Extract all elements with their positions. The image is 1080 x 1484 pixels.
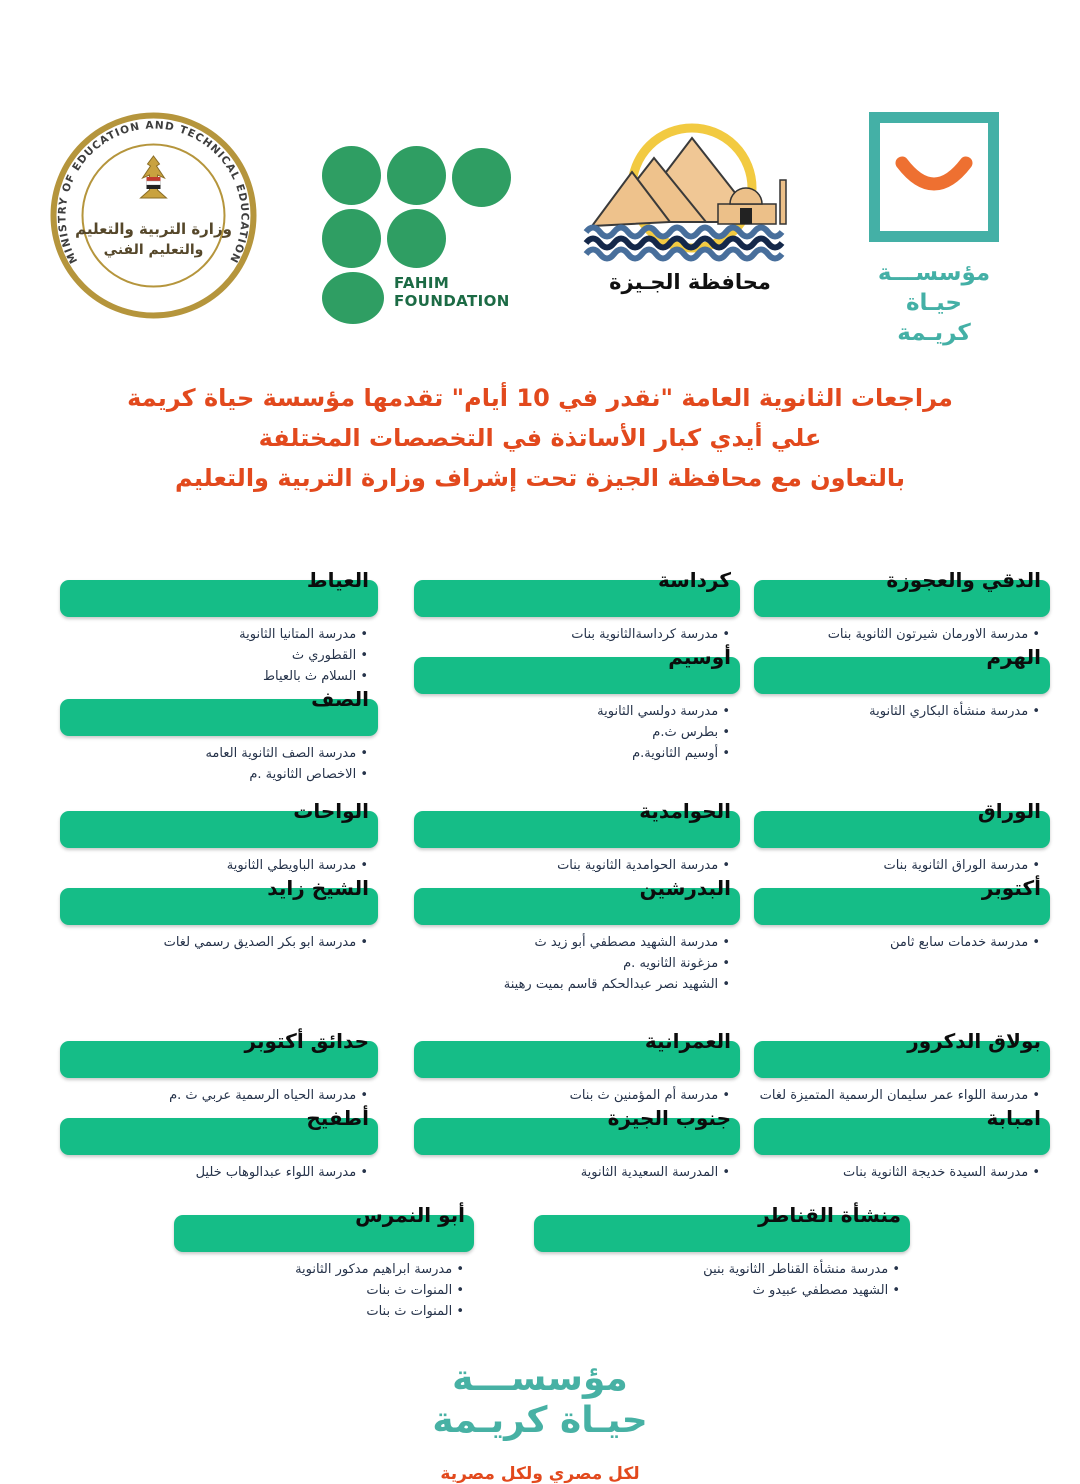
district-name: الوراق bbox=[977, 799, 1041, 823]
title-line1: مراجعات الثانوية العامة "نقدر في 10 أيام" تقدمها مؤسسة حياة كريمة bbox=[127, 384, 953, 412]
school-item: • مزغونة الثانويه .م bbox=[414, 953, 730, 974]
school-item: • مدرسة المتانيا الثانوية bbox=[60, 624, 368, 645]
seal-ring-text: MINISTRY OF EDUCATION AND TECHNICAL EDUCATION bbox=[56, 119, 251, 266]
school-item: • مدرسة الحياه الرسمية عربي ث .م bbox=[60, 1085, 368, 1106]
seal-arabic-line2: والتعليم الفني bbox=[103, 242, 204, 258]
fahim-foundation-logo bbox=[322, 146, 514, 324]
district-header-bar bbox=[174, 1203, 474, 1252]
district-south-giza bbox=[414, 1106, 740, 1183]
district-ausim bbox=[414, 645, 740, 764]
band4-col-right bbox=[534, 1203, 910, 1301]
school-list bbox=[414, 1085, 730, 1106]
district-name: منشأة القناطر bbox=[758, 1203, 901, 1227]
hayah-line1: مؤسســـة bbox=[877, 260, 991, 286]
district-saff bbox=[60, 687, 378, 785]
band3-col-left bbox=[60, 1029, 378, 1183]
district-october bbox=[754, 876, 1050, 953]
school-item: • مدرسة الباويطي الثانوية bbox=[60, 855, 368, 876]
district-name: العمرانية bbox=[644, 1029, 731, 1053]
school-item: • السلام ث بالعياط bbox=[60, 666, 368, 687]
band-3 bbox=[34, 1029, 1050, 1183]
hayah-line2: حيـاة كريـمة bbox=[897, 290, 971, 346]
districts-grid bbox=[0, 568, 1080, 1322]
school-item: • مدرسة الحوامدية الثانوية بنات bbox=[414, 855, 730, 876]
district-imbaba bbox=[754, 1106, 1050, 1183]
school-list bbox=[754, 1162, 1040, 1183]
footer-logo-line2: حيـاة كريـمة bbox=[432, 1400, 648, 1441]
district-wahat bbox=[60, 799, 378, 876]
district-name: أبو النمرس bbox=[355, 1203, 465, 1227]
district-header-bar bbox=[414, 876, 740, 925]
district-name: بولاق الدكرور bbox=[907, 1029, 1041, 1053]
district-header-bar bbox=[414, 645, 740, 694]
school-item: • المنوات ث بنات bbox=[174, 1280, 464, 1301]
title-line2: علي أيدي كبار الأساتذة في التخصصات المختلفة bbox=[258, 424, 822, 452]
seal-arabic-line1: وزارة التربية والتعليم bbox=[75, 220, 232, 238]
school-item: • الاخصاص الثانوية .م bbox=[60, 764, 368, 785]
school-item: • مدرسة كرداسةالثانوية بنات bbox=[414, 624, 730, 645]
district-name: أوسيم bbox=[668, 645, 731, 669]
district-name: العياط bbox=[306, 568, 369, 592]
district-boulaq-dakrour bbox=[754, 1029, 1050, 1106]
band-2 bbox=[34, 799, 1050, 995]
school-item: • مدرسة الشهيد مصطفي أبو زيد ث bbox=[414, 932, 730, 953]
fahim-circle-icon bbox=[452, 148, 511, 207]
district-hawamdeya bbox=[414, 799, 740, 876]
fahim-circle-icon bbox=[387, 146, 446, 205]
district-header-bar bbox=[754, 645, 1050, 694]
hayah-karima-footer-wordmark bbox=[0, 1358, 1080, 1442]
district-name: الصف bbox=[311, 687, 369, 711]
district-header-bar bbox=[60, 568, 378, 617]
school-list bbox=[60, 855, 368, 876]
fahim-circle-icon bbox=[322, 209, 381, 268]
district-header-bar bbox=[60, 799, 378, 848]
school-item: • مدرسة الاورمان شيرتون الثانوية بنات bbox=[754, 624, 1040, 645]
district-name: البدرشين bbox=[639, 876, 731, 900]
school-item: • مدرسة الصف الثانوية العامه bbox=[60, 743, 368, 764]
district-name: الحوامدية bbox=[639, 799, 731, 823]
district-kerdasa bbox=[414, 568, 740, 645]
hayah-karima-logo bbox=[866, 112, 1002, 348]
title-line3: بالتعاون مع محافظة الجيزة تحت إشراف وزارة التربية والتعليم bbox=[175, 464, 905, 492]
district-header-bar bbox=[414, 1106, 740, 1155]
school-item: • مدرسة اللواء عبدالوهاب خليل bbox=[60, 1162, 368, 1183]
district-header-bar bbox=[754, 1029, 1050, 1078]
school-list bbox=[174, 1259, 464, 1322]
school-list bbox=[754, 701, 1040, 722]
school-item: • المنوات ث بنات bbox=[174, 1301, 464, 1322]
giza-emblem-icon bbox=[580, 116, 800, 266]
band1-col-right bbox=[754, 568, 1050, 722]
district-dokki-agouza bbox=[754, 568, 1050, 645]
district-header-bar bbox=[414, 1029, 740, 1078]
footer-tagline: لكل مصري ولكل مصرية bbox=[440, 1464, 640, 1484]
school-list bbox=[60, 624, 368, 687]
district-header-bar bbox=[60, 876, 378, 925]
district-name: أطفيح bbox=[306, 1106, 369, 1130]
school-item: • مدرسة ابراهيم مدكور الثانوية bbox=[174, 1259, 464, 1280]
district-name: الهرم bbox=[986, 645, 1041, 669]
giza-caption: محافظة الجـيزة bbox=[609, 270, 771, 294]
school-item: • مدرسة السيدة خديجة الثانوية بنات bbox=[754, 1162, 1040, 1183]
school-item: • مدرسة خدمات سابع ثامن bbox=[754, 932, 1040, 953]
band-1 bbox=[34, 568, 1050, 785]
district-badrasheen bbox=[414, 876, 740, 995]
district-name: جنوب الجيزة bbox=[607, 1106, 731, 1130]
school-item: • مدرسة دولسي الثانوية bbox=[414, 701, 730, 722]
school-list bbox=[414, 624, 730, 645]
main-title bbox=[0, 378, 1080, 498]
hayah-karima-wordmark bbox=[866, 258, 1002, 348]
fahim-foundation-wordmark bbox=[394, 274, 510, 310]
district-name: كرداسة bbox=[658, 568, 731, 592]
band2-col-right bbox=[754, 799, 1050, 953]
ministry-of-education-logo bbox=[50, 112, 257, 319]
district-header-bar bbox=[754, 568, 1050, 617]
school-item: • الشهيد نصر عبدالحكم قاسم بميت رهينة bbox=[414, 974, 730, 995]
school-item: • مدرسة الوراق الثانوية بنات bbox=[754, 855, 1040, 876]
school-list bbox=[754, 1085, 1040, 1106]
district-name: الواحات bbox=[293, 799, 369, 823]
school-list bbox=[60, 743, 368, 785]
district-name: حدائق أكتوبر bbox=[244, 1029, 369, 1053]
district-header-bar bbox=[60, 1106, 378, 1155]
fahim-circle-icon bbox=[322, 146, 381, 205]
district-omraneya bbox=[414, 1029, 740, 1106]
district-hadayek-october bbox=[60, 1029, 378, 1106]
band-4 bbox=[34, 1203, 1050, 1322]
district-haram bbox=[754, 645, 1050, 722]
band1-col-middle bbox=[414, 568, 740, 764]
district-header-bar bbox=[534, 1203, 910, 1252]
district-name: امبابة bbox=[986, 1106, 1041, 1130]
band1-col-left bbox=[60, 568, 378, 785]
district-name: الشيخ زايد bbox=[267, 876, 369, 900]
band2-col-middle bbox=[414, 799, 740, 995]
band3-col-middle bbox=[414, 1029, 740, 1183]
giza-governorate-logo bbox=[579, 116, 801, 294]
school-item: • مدرسة منشأة القناطر الثانوية بنين bbox=[534, 1259, 900, 1280]
logo-row bbox=[0, 0, 1080, 350]
smile-square-icon bbox=[869, 112, 999, 242]
school-list bbox=[414, 932, 730, 995]
district-header-bar bbox=[414, 568, 740, 617]
school-item: • مدرسة أم المؤمنين ث بنات bbox=[414, 1085, 730, 1106]
school-list bbox=[754, 855, 1040, 876]
district-header-bar bbox=[414, 799, 740, 848]
fahim-circle-icon bbox=[387, 209, 446, 268]
district-manshiyat-qanater bbox=[534, 1203, 910, 1301]
school-item: • الشهيد مصطفي عبيدو ث bbox=[534, 1280, 900, 1301]
school-item: • مدرسة منشأة البكاري الثانوية bbox=[754, 701, 1040, 722]
school-list bbox=[60, 1085, 368, 1106]
band4-col-left bbox=[174, 1203, 474, 1322]
school-item: • المدرسة السعيدية الثانوية bbox=[414, 1162, 730, 1183]
district-header-bar bbox=[754, 876, 1050, 925]
district-header-bar bbox=[60, 1029, 378, 1078]
district-atfih bbox=[60, 1106, 378, 1183]
fahim-line2: FOUNDATION bbox=[394, 292, 510, 310]
district-name: أكتوبر bbox=[981, 876, 1041, 900]
school-list bbox=[60, 1162, 368, 1183]
footer-logo-line1: مؤسســـة bbox=[452, 1358, 628, 1399]
school-item: • أوسيم الثانوية.م bbox=[414, 743, 730, 764]
district-abu-nomros bbox=[174, 1203, 474, 1322]
district-header-bar bbox=[60, 687, 378, 736]
school-list bbox=[414, 855, 730, 876]
band2-col-left bbox=[60, 799, 378, 953]
district-name: الدقي والعجوزة bbox=[886, 568, 1041, 592]
school-item: • بطرس ث.م bbox=[414, 722, 730, 743]
band3-col-right bbox=[754, 1029, 1050, 1183]
district-warraq bbox=[754, 799, 1050, 876]
school-list bbox=[754, 624, 1040, 645]
district-ayat bbox=[60, 568, 378, 687]
school-list bbox=[534, 1259, 900, 1301]
district-header-bar bbox=[754, 1106, 1050, 1155]
footer bbox=[0, 1358, 1080, 1484]
school-list bbox=[754, 932, 1040, 953]
fahim-circle-icon bbox=[322, 272, 384, 324]
school-item: • مدرسة ابو بكر الصديق رسمي لغات bbox=[60, 932, 368, 953]
school-list bbox=[414, 701, 730, 764]
district-header-bar bbox=[754, 799, 1050, 848]
school-item: • مدرسة اللواء عمر سليمان الرسمية المتميزة لغات bbox=[754, 1085, 1040, 1106]
school-list bbox=[414, 1162, 730, 1183]
school-item: • القطوري ث bbox=[60, 645, 368, 666]
fahim-line1: FAHIM bbox=[394, 274, 450, 292]
school-list bbox=[60, 932, 368, 953]
district-sheikh-zayed bbox=[60, 876, 378, 953]
